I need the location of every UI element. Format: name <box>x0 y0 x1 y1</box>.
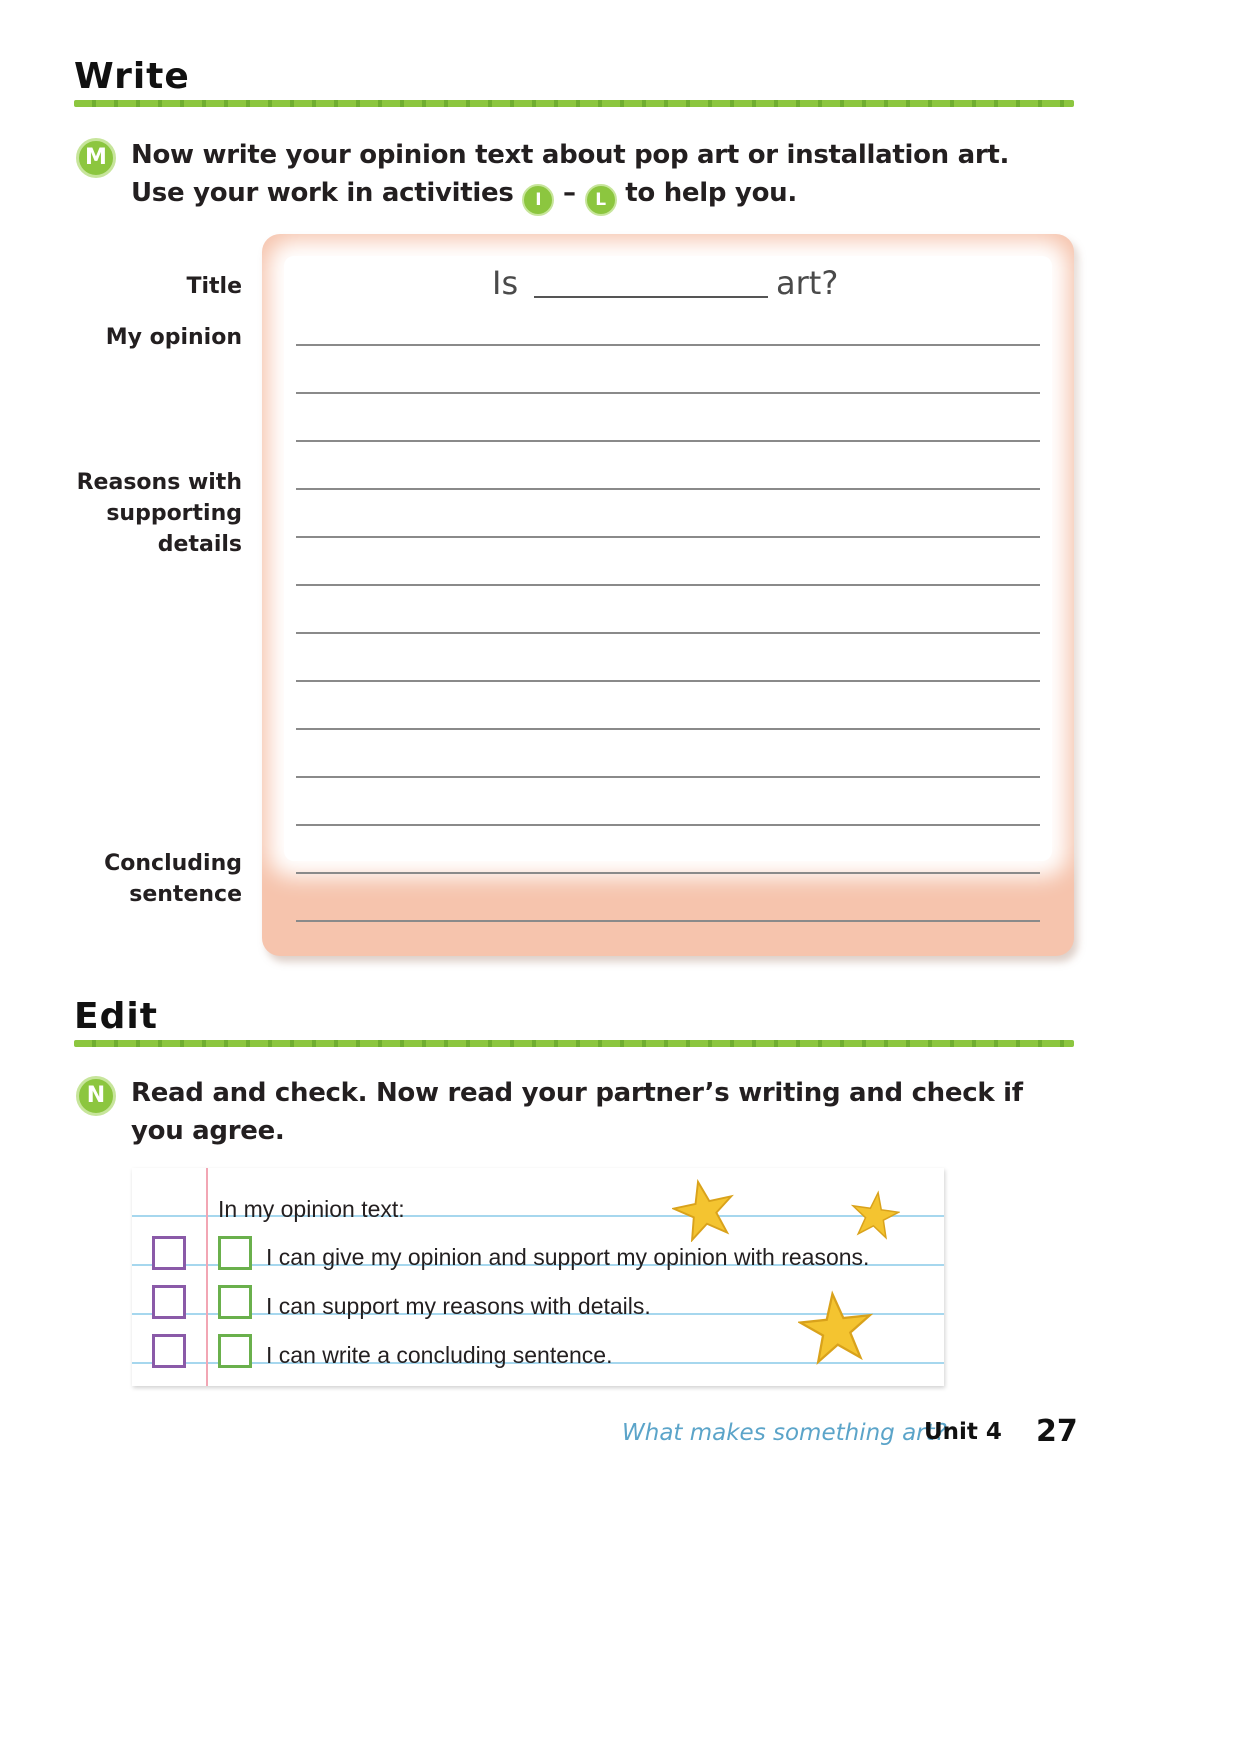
instruction-line2-end: to help you. <box>625 178 797 208</box>
page-number: 27 <box>1036 1414 1078 1449</box>
writing-line-1[interactable] <box>296 344 1040 346</box>
footer-unit-label: Unit 4 <box>924 1419 1002 1445</box>
writing-line-9[interactable] <box>296 728 1040 730</box>
writing-line-12[interactable] <box>296 872 1040 874</box>
writing-line-2[interactable] <box>296 392 1040 394</box>
checklist-margin-line <box>206 1168 208 1386</box>
label-concluding-line1: Concluding <box>104 851 242 876</box>
self-checkbox-1[interactable] <box>218 1236 252 1270</box>
activity-ref-dash: – <box>563 178 576 208</box>
label-reasons-line1: Reasons with <box>76 470 242 495</box>
writing-line-3[interactable] <box>296 440 1040 442</box>
activity-ref-badge-l: L <box>585 184 617 216</box>
title-blank-line[interactable] <box>534 296 768 298</box>
partner-checkbox-3[interactable] <box>152 1334 186 1368</box>
label-title: Title <box>186 274 242 299</box>
activity-badge-n: N <box>76 1076 116 1116</box>
footer-unit-question: What makes something art? <box>622 1420 947 1446</box>
label-concluding <box>104 848 242 910</box>
checklist-item-2: I can support my reasons with details. <box>266 1293 651 1319</box>
write-instruction-line2 <box>131 174 1009 216</box>
writing-line-11[interactable] <box>296 824 1040 826</box>
checklist-item-3: I can write a concluding sentence. <box>266 1342 613 1368</box>
write-instruction <box>131 136 1009 216</box>
instruction-line2-start: Use your work in activities <box>131 178 514 208</box>
activity-ref-badge-i: I <box>522 184 554 216</box>
edit-instruction <box>131 1074 1023 1150</box>
writing-line-8[interactable] <box>296 680 1040 682</box>
label-reasons-line3: details <box>157 532 242 557</box>
writing-card-inner <box>284 256 1052 861</box>
writing-line-4[interactable] <box>296 488 1040 490</box>
self-checkbox-2[interactable] <box>218 1285 252 1319</box>
writing-line-6[interactable] <box>296 584 1040 586</box>
edit-instruction-line1: Read and check. Now read your partner’s writing and check if <box>131 1078 1023 1108</box>
self-checkbox-3[interactable] <box>218 1334 252 1368</box>
edit-heading-rule <box>74 1040 1074 1047</box>
star-icon <box>798 1290 874 1366</box>
activity-badge-m: M <box>76 138 116 178</box>
label-my-opinion: My opinion <box>105 325 242 350</box>
star-icon <box>672 1178 736 1242</box>
title-prompt-start: Is <box>492 264 519 302</box>
write-heading: Write <box>74 56 190 97</box>
label-reasons-line2: supporting <box>106 501 242 526</box>
partner-checkbox-1[interactable] <box>152 1236 186 1270</box>
edit-heading: Edit <box>74 996 158 1037</box>
label-concluding-line2: sentence <box>129 882 242 907</box>
write-heading-rule <box>74 100 1074 107</box>
title-prompt-end: art? <box>776 264 839 302</box>
writing-card <box>262 234 1074 956</box>
write-instruction-line1: Now write your opinion text about pop art or installation art. <box>131 140 1010 170</box>
edit-instruction-line2: you agree. <box>131 1116 285 1146</box>
label-reasons <box>77 467 242 560</box>
writing-line-5[interactable] <box>296 536 1040 538</box>
star-icon <box>850 1190 900 1240</box>
checklist-heading: In my opinion text: <box>218 1196 405 1222</box>
checklist-item-1: I can give my opinion and support my opinion with reasons. <box>266 1244 870 1270</box>
writing-line-10[interactable] <box>296 776 1040 778</box>
partner-checkbox-2[interactable] <box>152 1285 186 1319</box>
writing-line-13[interactable] <box>296 920 1040 922</box>
writing-line-7[interactable] <box>296 632 1040 634</box>
